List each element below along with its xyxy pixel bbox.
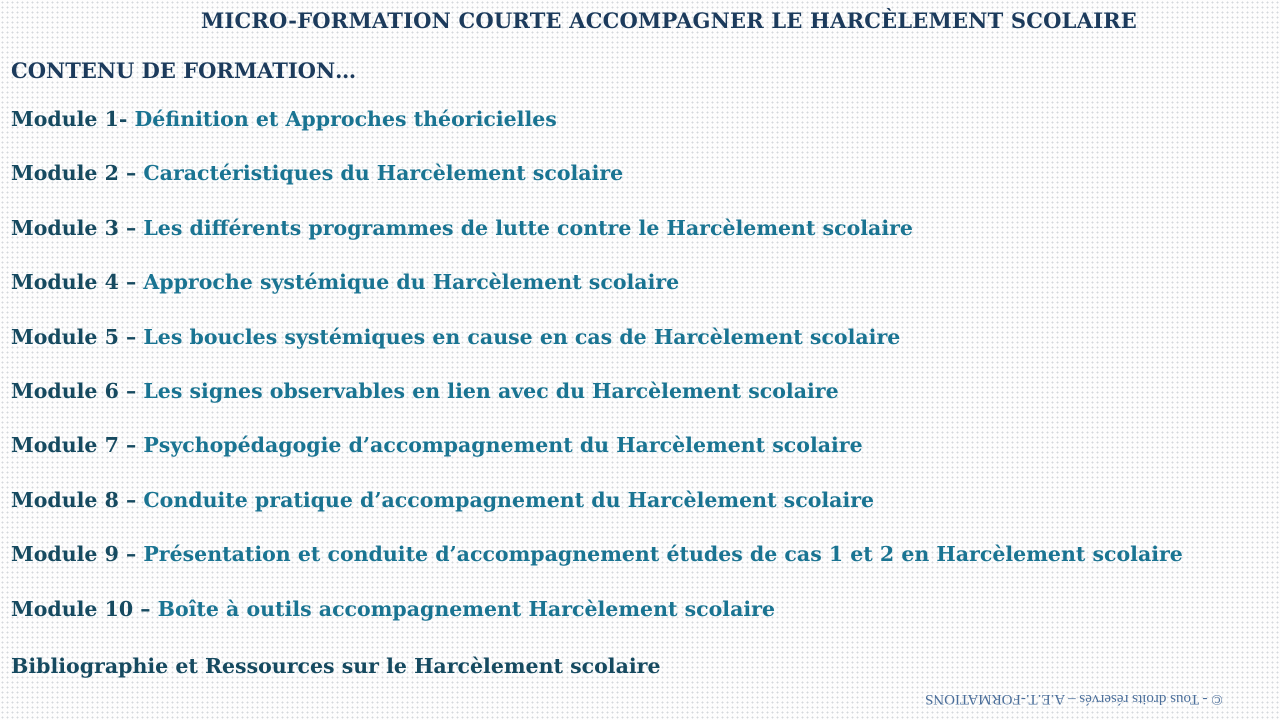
- module-label: Module 5 –: [11, 325, 144, 349]
- bibliography-item: Bibliographie et Ressources sur le Harcèlement scolaire: [11, 654, 661, 678]
- module-item: [11, 542, 1183, 566]
- module-title: Présentation et conduite d’accompagnement études de cas 1 et 2 en Harcèlement scolaire: [143, 542, 1183, 566]
- module-label: Module 9 –: [11, 542, 144, 566]
- module-title: Boîte à outils accompagnement Harcèlement scolaire: [157, 597, 775, 621]
- copyright-footer: © - Tous droits réservés – A.E.T.-FORMATIONS: [925, 691, 1223, 707]
- module-label: Module 6 –: [11, 379, 144, 403]
- section-heading: CONTENU DE FORMATION…: [11, 58, 357, 83]
- module-item: [11, 488, 874, 512]
- module-title: Approche systémique du Harcèlement scolaire: [143, 270, 680, 294]
- module-item: [11, 161, 623, 185]
- module-title: Les différents programmes de lutte contre le Harcèlement scolaire: [143, 216, 913, 240]
- module-label: Module 8 –: [11, 488, 144, 512]
- module-title: Caractéristiques du Harcèlement scolaire: [143, 161, 624, 185]
- module-label: Module 3 –: [11, 216, 144, 240]
- slide-title: MICRO-FORMATION COURTE ACCOMPAGNER LE HARCÈLEMENT SCOLAIRE: [200, 8, 1138, 33]
- module-item: [11, 216, 913, 240]
- module-label: Module 7 –: [11, 433, 144, 457]
- module-item: [11, 325, 900, 349]
- module-item: [11, 433, 863, 457]
- module-title: Psychopédagogie d’accompagnement du Harcèlement scolaire: [143, 433, 863, 457]
- module-title: Les signes observables en lien avec du Harcèlement scolaire: [143, 379, 839, 403]
- module-title: Conduite pratique d’accompagnement du Harcèlement scolaire: [143, 488, 875, 512]
- module-title: Définition et Approches théoricielles: [134, 107, 557, 131]
- module-label: Module 10 –: [11, 597, 158, 621]
- module-label: Module 4 –: [11, 270, 144, 294]
- module-label: Module 1-: [11, 107, 135, 131]
- module-label: Module 2 –: [11, 161, 144, 185]
- module-item: [11, 270, 679, 294]
- module-item: [11, 597, 775, 621]
- module-item: [11, 107, 557, 131]
- module-title: Les boucles systémiques en cause en cas de Harcèlement scolaire: [143, 325, 901, 349]
- module-item: [11, 379, 839, 403]
